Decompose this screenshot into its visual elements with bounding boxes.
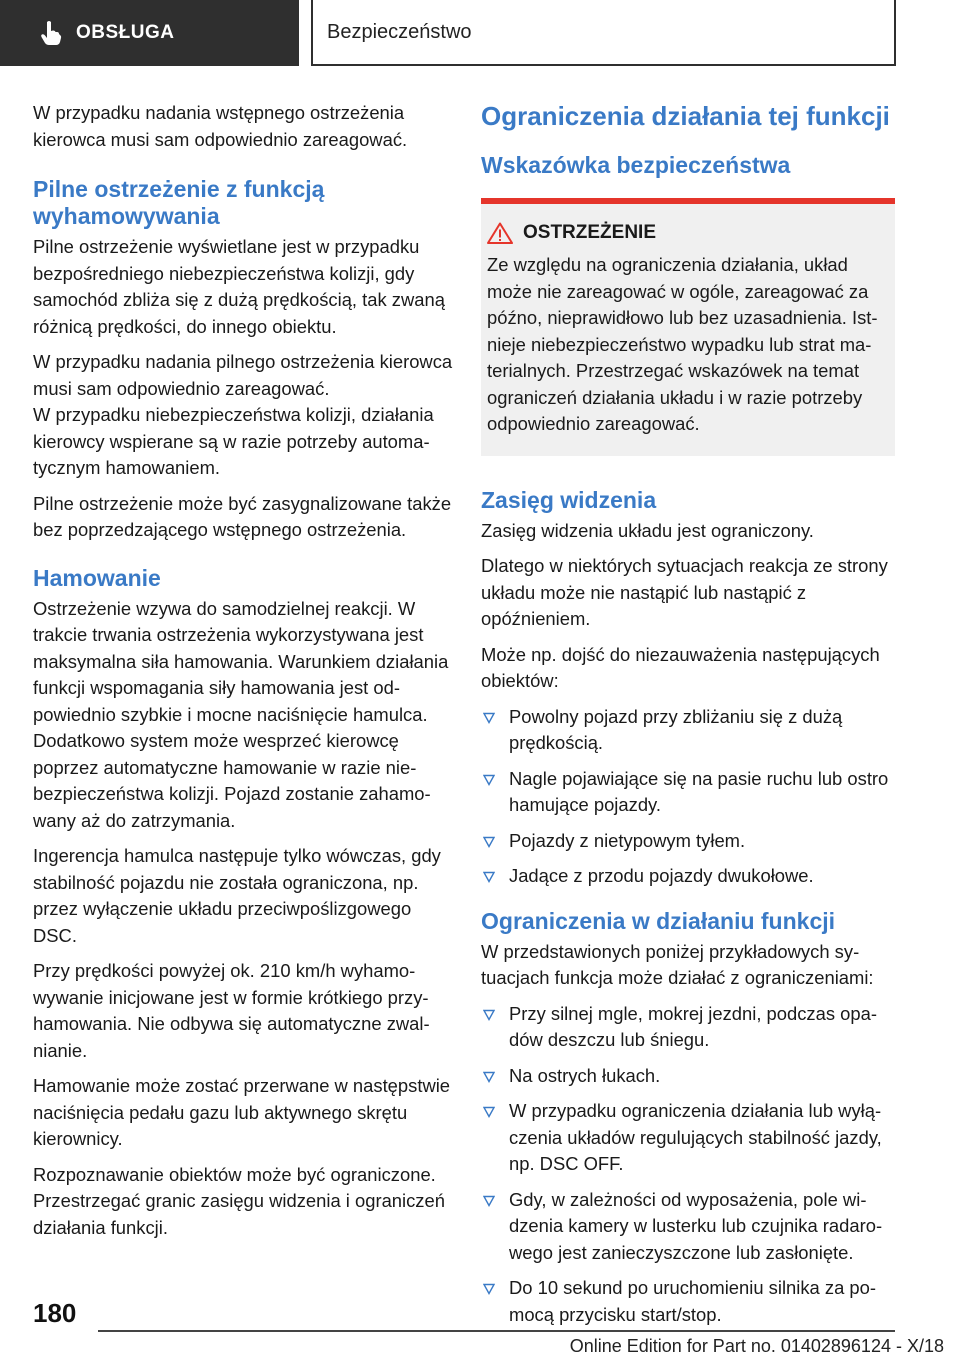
paragraph: W przypadku nadania pilnego ostrzeżenia kierowca musi sam odpowiednio zareagować.: [33, 351, 453, 399]
paragraph: Ostrzeżenie wzywa do samodzielnej reakcji. W trakcie trwania ostrzeżenia wykorzystywana jest maksymalna siła hamowania. Warunkiem działania funkcji wspomagania siły hamowania jest odpowiednio szybkie i mocne naciśnięcie hamulca. Dodatkowo system może wesprzeć kierowcę poprzez automatyczne hamowanie w razie niebezpieczeństwa kolizji. Pojazd zostanie zahamowany aż do zatrzymania.: [33, 597, 449, 831]
list-item: Powolny pojazd przy zbliżaniu się z dużą prędkością.: [481, 704, 895, 757]
paragraph: W przedstawionych poniżej przykładowych sytuacjach funkcja może działać z ograniczeniami:: [481, 940, 874, 988]
list-item: Na ostrych łukach.: [481, 1063, 895, 1090]
warning-triangle-icon: [487, 222, 513, 244]
paragraph: Pilne ostrzeżenie może być zasygnalizowane także bez poprzedzającego wstępnego ostrzeżenia.: [33, 492, 452, 540]
warning-title: [487, 222, 885, 244]
left-column: [33, 100, 453, 1250]
list-item: W przypadku ograniczenia działania lub wyłączenia układów regulujących stabilność jazdy, np. DSC OFF.: [481, 1098, 895, 1178]
warning-title-text: OSTRZEŻENIE: [523, 222, 657, 243]
paragraph: Dlatego w niektórych sytuacjach reakcja ze strony układu może nie nastąpić lub nastąpić z opóźnieniem.: [481, 555, 888, 629]
heading-wskazowka: Wskazówka bezpieczeństwa: [481, 152, 791, 178]
paragraph: Ingerencja hamulca następuje tylko wówczas, gdy stabilność pojazdu nie została ograniczona, np. przez wyłączenie układu przeciwpoślizgowego DSC.: [33, 845, 441, 946]
list-item: Jadące z przodu pojazdy dwukołowe.: [481, 863, 895, 890]
warning-box: [481, 198, 895, 456]
chapter-tab: [0, 0, 299, 66]
ograniczenia-list: [481, 1001, 895, 1329]
list-item: Pojazdy z nietypowym tyłem.: [481, 828, 895, 855]
paragraph: W przypadku nadania wstępnego ostrzeżenia kierowca musi sam odpowiednio zareagować.: [33, 102, 408, 150]
heading-ograniczenia: Ograniczenia w działaniu funkcji: [481, 907, 836, 934]
triangle-bullet-icon: [483, 871, 495, 883]
list-item: Gdy, w zależności od wyposażenia, pole widzenia kamery w lusterku lub czujnika radarowego jest zanieczyszczone lub zasłonięte.: [481, 1187, 895, 1267]
paragraph: Pilne ostrzeżenie wyświetlane jest w przypadku bezpośredniego niebezpieczeństwa kolizji, gdy samochód zbliża się z dużą prędkością, tak zwaną różnicą prędkości, do innego obiektu.: [33, 236, 445, 337]
list-item: Nagle pojawiające się na pasie ruchu lub ostro hamujące pojazdy.: [481, 766, 895, 819]
chapter-tab-label: OBSŁUGA: [76, 22, 175, 43]
paragraph: Rozpoznawanie obiektów może być ograniczone. Przestrzegać granic zasięgu widzenia i ograniczeń działania funkcji.: [33, 1163, 445, 1238]
triangle-bullet-icon: [483, 836, 495, 848]
edition-text: Online Edition for Part no. 01402896124 - X/18: [569, 1336, 944, 1356]
triangle-bullet-icon: [483, 712, 495, 724]
triangle-bullet-icon: [483, 1071, 495, 1083]
triangle-bullet-icon: [483, 1106, 495, 1118]
paragraph: Hamowanie może zostać przerwane w następstwie naciśnięcia pedału gazu lub aktywnego skrętu kierownicy.: [33, 1075, 451, 1149]
page-heading: Ograniczenia działania tej funkcji: [481, 101, 890, 131]
section-title-box: [311, 0, 896, 66]
footer-divider: [98, 1330, 895, 1332]
heading-zasieg: Zasięg widzenia: [481, 486, 657, 513]
paragraph: Zasięg widzenia układu jest ograniczony.: [481, 519, 814, 541]
zasieg-list: [481, 704, 895, 890]
list-item: Przy silnej mgle, mokrej jezdni, podczas opadów deszczu lub śniegu.: [481, 1001, 895, 1054]
hand-pointer-icon: [40, 20, 62, 46]
paragraph: Może np. dojść do niezauważenia następujących obiektów:: [481, 643, 880, 691]
heading-hamowanie: Hamowanie: [33, 564, 161, 591]
right-column: [481, 100, 895, 1337]
paragraph: Przy prędkości powyżej ok. 210 km/h wyhamowywanie inicjowane jest w formie krótkiego przyhamowania. Nie odbywa się automatyczne zwalnianie.: [33, 960, 430, 1061]
paragraph: W przypadku niebezpieczeństwa kolizji, działania kierowcy wspierane są w razie potrzeby automatycznym hamowaniem.: [33, 404, 434, 478]
list-item: Do 10 sekund po uruchomieniu silnika za pomocą przycisku start/stop.: [481, 1275, 895, 1328]
triangle-bullet-icon: [483, 774, 495, 786]
section-title: Bezpieczeństwo: [327, 20, 472, 43]
triangle-bullet-icon: [483, 1009, 495, 1021]
page-number: 180: [33, 1298, 77, 1328]
heading-pilne: Pilne ostrzeżenie z funkcją wyhamowywania: [33, 176, 325, 229]
warning-text: Ze względu na ograniczenia działania, układ może nie zareagować w ogóle, zareagować za późno, nieprawidłowo lub bez uzasadnienia. Istnieje niebezpieczeństwo wypadku lub strat materialnych. Przestrzegać wskazówek na temat ograniczeń działania układu i w razie potrzeby odpowiednio zareagować.: [487, 254, 878, 434]
triangle-bullet-icon: [483, 1283, 495, 1295]
triangle-bullet-icon: [483, 1195, 495, 1207]
page-header: [0, 0, 960, 66]
